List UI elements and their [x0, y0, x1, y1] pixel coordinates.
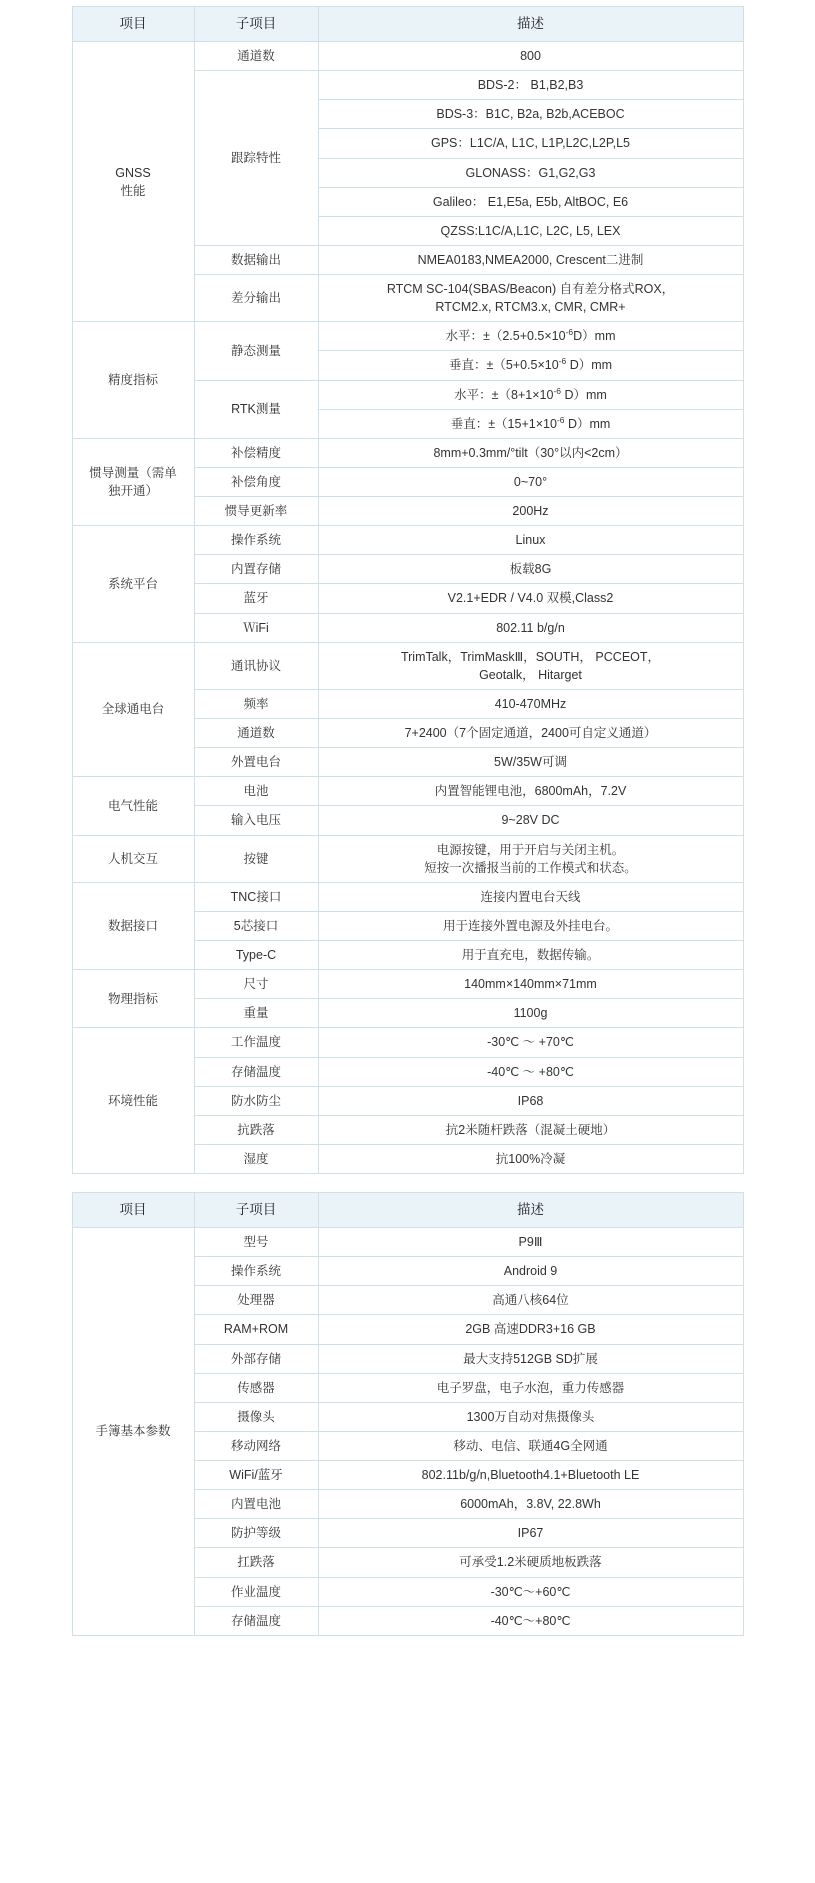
- subitem-cell: TNC接口: [194, 882, 318, 911]
- subitem-cell: WiFi/蓝牙: [194, 1461, 318, 1490]
- description-cell: 410-470MHz: [318, 689, 743, 718]
- table-header-row: [72, 7, 743, 42]
- description-cell: 6000mAh，3.8V, 22.8Wh: [318, 1490, 743, 1519]
- table-row: [72, 642, 743, 689]
- subitem-cell: 抗跌落: [194, 1115, 318, 1144]
- description-cell: 垂直：$\pm(15+1\times 10^{-6}$ D）mm: [318, 409, 743, 438]
- description-line: 短按一次播报当前的工作模式和状态。: [424, 860, 637, 875]
- category-label: 性能: [120, 183, 146, 198]
- description-cell: 2GB 高速DDR3+16 GB: [318, 1315, 743, 1344]
- description-cell: GPS：L1C/A, L1C, L1P,L2C,L2P,L5: [318, 129, 743, 158]
- category-cell: [72, 882, 194, 969]
- category-cell: [72, 835, 194, 882]
- description-cell: 抗2米随杆跌落（混凝土硬地）: [318, 1115, 743, 1144]
- description-cell: 800: [318, 42, 743, 71]
- description-cell: 0~70°: [318, 467, 743, 496]
- description-cell: 移动、电信、联通4G全网通: [318, 1431, 743, 1460]
- subitem-cell: RTK测量: [194, 380, 318, 438]
- column-header: 子项目: [194, 1193, 318, 1228]
- description-cell: 802.11 b/g/n: [318, 613, 743, 642]
- description-cell: 可承受1.2米硬质地板跌落: [318, 1548, 743, 1577]
- description-cell: -40℃～+80℃: [318, 1606, 743, 1635]
- description-cell: 最大支持512GB SD扩展: [318, 1344, 743, 1373]
- description-cell: 5W/35W可调: [318, 748, 743, 777]
- subitem-cell: 摄像头: [194, 1402, 318, 1431]
- description-line: Geotalk， Hitarget: [479, 667, 582, 682]
- category-cell: [72, 438, 194, 525]
- category-label: 独开通）: [107, 483, 158, 498]
- table-row: [72, 438, 743, 467]
- subitem-cell: 操作系统: [194, 1257, 318, 1286]
- subitem-cell: 处理器: [194, 1286, 318, 1315]
- subitem-cell: Type-C: [194, 941, 318, 970]
- description-cell: NMEA0183,NMEA2000, Crescent二进制: [318, 245, 743, 274]
- subitem-cell: 型号: [194, 1228, 318, 1257]
- description-cell: BDS-3：B1C, B2a, B2b,ACEBOC: [318, 100, 743, 129]
- description-cell: Android 9: [318, 1257, 743, 1286]
- description-cell: 板载8G: [318, 555, 743, 584]
- category-cell: [72, 322, 194, 439]
- category-label: 电气性能: [107, 798, 158, 813]
- description-cell: 垂直：$\pm(5+0.5\times 10^{-6}$ D）mm: [318, 351, 743, 380]
- subitem-cell: 扛跌落: [194, 1548, 318, 1577]
- subitem-cell: ＷiFi: [194, 613, 318, 642]
- description-cell: 200Hz: [318, 497, 743, 526]
- description-cell: 内置智能锂电池，6800mAh，7.2V: [318, 777, 743, 806]
- category-cell: [72, 42, 194, 322]
- description-cell: BDS-2： B1,B2,B3: [318, 71, 743, 100]
- subitem-cell: 内置存储: [194, 555, 318, 584]
- subitem-cell: 内置电池: [194, 1490, 318, 1519]
- description-line: 电源按键，用于开启与关闭主机。: [436, 842, 625, 857]
- subitem-cell: 防水防尘: [194, 1086, 318, 1115]
- column-header: 项目: [72, 7, 194, 42]
- subitem-cell: 存储温度: [194, 1606, 318, 1635]
- table-row: [72, 777, 743, 806]
- subitem-cell: RAM+ROM: [194, 1315, 318, 1344]
- subitem-cell: 湿度: [194, 1144, 318, 1173]
- category-cell: [72, 642, 194, 777]
- description-cell: GLONASS：G1,G2,G3: [318, 158, 743, 187]
- description-cell: -30℃ ～ +70℃: [318, 1028, 743, 1057]
- table-row: [72, 882, 743, 911]
- subitem-cell: 存储温度: [194, 1057, 318, 1086]
- subitem-cell: 频率: [194, 689, 318, 718]
- category-cell: [72, 777, 194, 835]
- description-line: RTCM2.x, RTCM3.x, CMR, CMR+: [435, 300, 626, 315]
- subitem-cell: 外部存储: [194, 1344, 318, 1373]
- column-header: 描述: [318, 1193, 743, 1228]
- category-label: 人机交互: [107, 851, 158, 866]
- description-cell: IP68: [318, 1086, 743, 1115]
- category-cell: [72, 1028, 194, 1174]
- column-header: 子项目: [194, 7, 318, 42]
- category-cell: [72, 1228, 194, 1636]
- subitem-cell: 按键: [194, 835, 318, 882]
- description-cell: V2.1+EDR / V4.0 双模,Class2: [318, 584, 743, 613]
- subitem-cell: 外置电台: [194, 748, 318, 777]
- description-cell: 用于连接外置电源及外挂电台。: [318, 911, 743, 940]
- description-cell: 高通八核64位: [318, 1286, 743, 1315]
- subitem-cell: 尺寸: [194, 970, 318, 999]
- category-label: 环境性能: [107, 1093, 158, 1108]
- description-cell: 140mm×140mm×71mm: [318, 970, 743, 999]
- table-row: [72, 42, 743, 71]
- subitem-cell: 传感器: [194, 1373, 318, 1402]
- tables-host: [8, 6, 807, 1636]
- category-label: GNSS: [115, 165, 151, 180]
- description-cell: 802.11b/g/n,Bluetooth4.1+Bluetooth LE: [318, 1461, 743, 1490]
- subitem-cell: 补偿精度: [194, 438, 318, 467]
- subitem-cell: 5芯接口: [194, 911, 318, 940]
- description-cell: 9~28V DC: [318, 806, 743, 835]
- description-cell: P9Ⅲ: [318, 1228, 743, 1257]
- subitem-cell: 重量: [194, 999, 318, 1028]
- description-cell: Linux: [318, 526, 743, 555]
- spec-table: [72, 1192, 744, 1636]
- description-cell: 7+2400（7个固定通道，2400可自定义通道）: [318, 719, 743, 748]
- column-header: 项目: [72, 1193, 194, 1228]
- subitem-cell: 移动网络: [194, 1431, 318, 1460]
- table-row: [72, 970, 743, 999]
- category-label: 惯导测量（需单: [89, 465, 177, 480]
- description-line: TrimTalk，TrimMaskⅢ，SOUTH， PCCEOT，: [400, 649, 661, 664]
- spec-table: [72, 6, 744, 1174]
- description-cell: [318, 275, 743, 322]
- subitem-cell: 差分输出: [194, 275, 318, 322]
- subitem-cell: 跟踪特性: [194, 71, 318, 246]
- description-cell: 水平：$\pm(2.5+0.5\times 10^{-6}D)mm$: [318, 322, 743, 351]
- subitem-cell: 通道数: [194, 719, 318, 748]
- subitem-cell: 蓝牙: [194, 584, 318, 613]
- description-cell: 水平：$\pm(8+1\times 10^{-6}$ D）mm: [318, 380, 743, 409]
- subitem-cell: 数据输出: [194, 245, 318, 274]
- description-cell: -40℃ ～ +80℃: [318, 1057, 743, 1086]
- category-label: 精度指标: [107, 372, 158, 387]
- category-label: 手簿基本参数: [95, 1424, 171, 1439]
- table-row: [72, 322, 743, 351]
- description-cell: [318, 642, 743, 689]
- description-cell: -30℃～+60℃: [318, 1577, 743, 1606]
- description-cell: 用于直充电，数据传输。: [318, 941, 743, 970]
- description-cell: 电子罗盘，电子水泡，重力传感器: [318, 1373, 743, 1402]
- category-label: 数据接口: [107, 918, 158, 933]
- subitem-cell: 静态测量: [194, 322, 318, 380]
- category-label: 系统平台: [107, 576, 158, 591]
- subitem-cell: 补偿角度: [194, 467, 318, 496]
- description-cell: 连接内置电台天线: [318, 882, 743, 911]
- table-row: [72, 526, 743, 555]
- description-cell: 抗100%冷凝: [318, 1144, 743, 1173]
- subitem-cell: 输入电压: [194, 806, 318, 835]
- category-cell: [72, 970, 194, 1028]
- category-cell: [72, 526, 194, 643]
- description-cell: QZSS:L1C/A,L1C, L2C, L5, LEX: [318, 216, 743, 245]
- subitem-cell: 作业温度: [194, 1577, 318, 1606]
- category-label: 全球通电台: [101, 702, 165, 717]
- description-cell: 1300万自动对焦摄像头: [318, 1402, 743, 1431]
- subitem-cell: 通讯协议: [194, 642, 318, 689]
- description-cell: 8mm+0.3mm/°tilt（30°以内<2cm）: [318, 438, 743, 467]
- subitem-cell: 电池: [194, 777, 318, 806]
- subitem-cell: 惯导更新率: [194, 497, 318, 526]
- table-row: [72, 1228, 743, 1257]
- table-row: [72, 835, 743, 882]
- description-cell: 1100g: [318, 999, 743, 1028]
- column-header: 描述: [318, 7, 743, 42]
- table-header-row: [72, 1193, 743, 1228]
- description-cell: [318, 835, 743, 882]
- category-label: 物理指标: [107, 991, 158, 1006]
- table-row: [72, 1028, 743, 1057]
- subitem-cell: 操作系统: [194, 526, 318, 555]
- subitem-cell: 通道数: [194, 42, 318, 71]
- description-cell: IP67: [318, 1519, 743, 1548]
- description-line: RTCM SC-104(SBAS/Beacon) 自有差分格式ROX，: [386, 282, 675, 296]
- description-cell: Galileo： E1,E5a, E5b, AltBOC, E6: [318, 187, 743, 216]
- subitem-cell: 防护等级: [194, 1519, 318, 1548]
- subitem-cell: 工作温度: [194, 1028, 318, 1057]
